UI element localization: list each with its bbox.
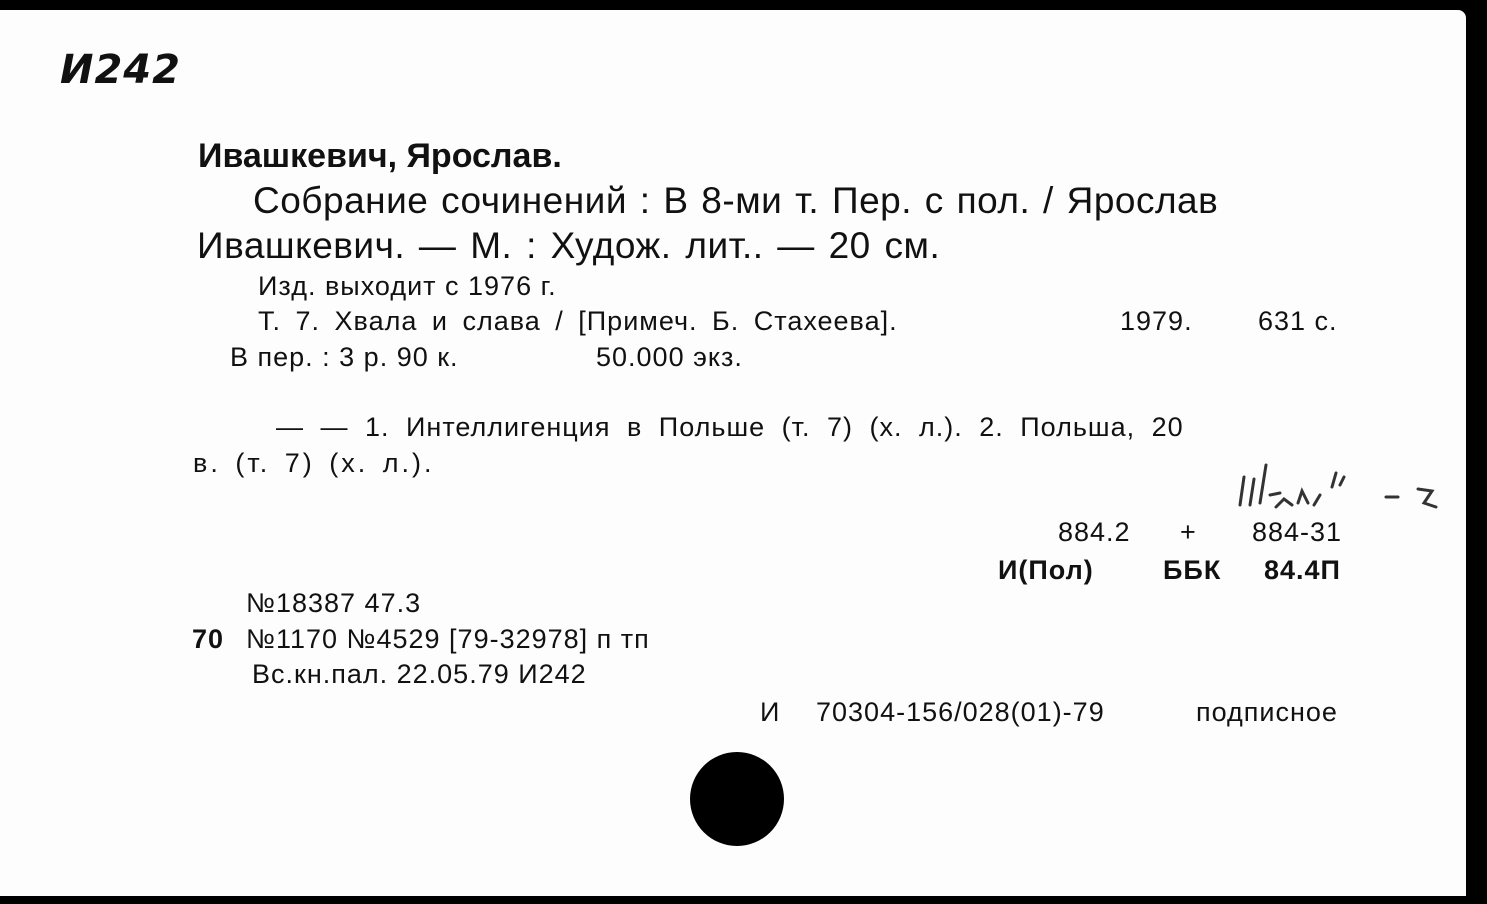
title-line-1: Собрание сочинений : В 8-ми т. Пер. с пол. / Ярослав — [253, 180, 1219, 221]
index-code: 70304-156/028(01)-79 — [816, 697, 1105, 727]
bbk-value: 84.4П — [1264, 555, 1341, 585]
book-chamber-record: Вс.кн.пал. 22.05.79 И242 — [252, 659, 587, 689]
handwritten-call-number: И242 — [60, 47, 181, 93]
udc-right: 884-31 — [1252, 517, 1343, 547]
subject-headings-line-1: — — 1. Интеллигенция в Польше (т. 7) (х. л.). 2. Польша, 20 — [276, 412, 1184, 442]
udc-plus: + — [1180, 517, 1197, 547]
record-codes: №1170 №4529 [79-32978] п тп — [246, 624, 650, 654]
volume-year: 1979. — [1120, 306, 1193, 336]
title-line-2: Ивашкевич. — М. : Худож. лит.. — 20 см. — [197, 225, 941, 266]
binding-price: В пер. : 3 р. 90 к. — [230, 342, 459, 372]
volume-pages: 631 с. — [1258, 306, 1338, 336]
volume-title: Т. 7. Хвала и слава / [Примеч. Б. Стахеева]. — [258, 306, 898, 336]
isbn-prefix: И — [760, 697, 781, 727]
punch-hole — [690, 752, 784, 846]
record-prefix: 70 — [192, 624, 225, 654]
subscription-note: подписное — [1196, 697, 1338, 727]
catalog-card — [0, 10, 1466, 896]
subject-headings-line-2: в. (т. 7) (х. л.). — [193, 448, 435, 478]
udc-left: 884.2 — [1058, 517, 1131, 547]
print-run: 50.000 экз. — [596, 342, 743, 372]
handwritten-scribble — [1236, 455, 1451, 515]
bbk-label: ББК — [1163, 555, 1222, 585]
author-heading: Ивашкевич, Ярослав. — [198, 137, 562, 175]
author-mark: И(Пол) — [998, 555, 1094, 585]
record-number: №18387 47.3 — [246, 588, 422, 618]
series-note: Изд. выходит с 1976 г. — [258, 271, 557, 301]
